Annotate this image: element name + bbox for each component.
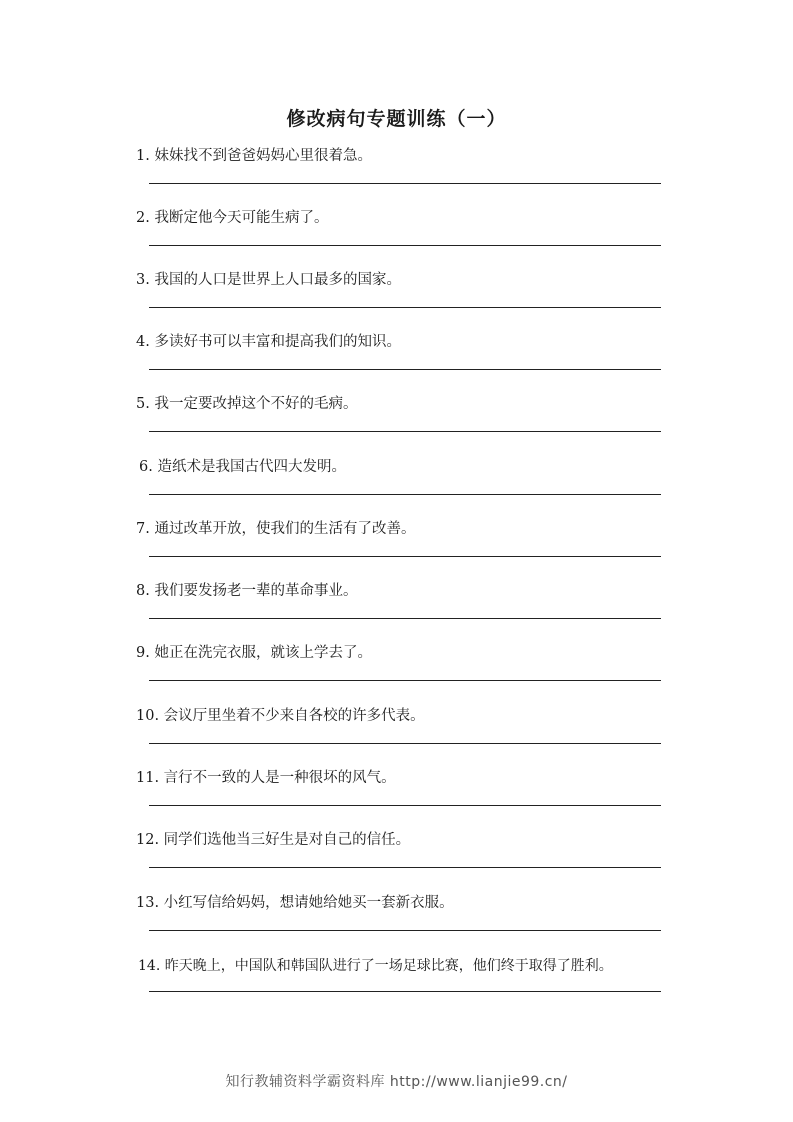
question-item-11 (0, 768, 793, 830)
answer-line[interactable] (149, 743, 661, 744)
answer-line[interactable] (149, 494, 661, 495)
question-text: 4. 多读好书可以丰富和提高我们的知识。 (136, 334, 401, 350)
answer-line[interactable] (149, 680, 661, 681)
page-title: 修改病句专题训练（一） (286, 108, 507, 130)
question-item-10 (0, 706, 793, 768)
answer-line[interactable] (149, 431, 661, 432)
answer-line[interactable] (149, 991, 661, 992)
question-text: 6. 造纸术是我国古代四大发明。 (139, 459, 346, 475)
question-item-12 (0, 830, 793, 892)
question-text: 11. 言行不一致的人是一种很坏的风气。 (136, 770, 396, 786)
answer-line[interactable] (149, 805, 661, 806)
question-text: 14. 昨天晚上，中国队和韩国队进行了一场足球比赛，他们终于取得了胜利。 (138, 958, 613, 974)
question-item-14 (0, 956, 793, 1018)
answer-line[interactable] (149, 183, 661, 184)
question-text: 8. 我们要发扬老一辈的革命事业。 (136, 583, 358, 599)
question-item-4 (0, 332, 793, 394)
question-text: 5. 我一定要改掉这个不好的毛病。 (136, 396, 358, 412)
answer-line[interactable] (149, 307, 661, 308)
question-item-1 (0, 146, 793, 208)
question-text: 3. 我国的人口是世界上人口最多的国家。 (136, 272, 401, 288)
question-item-7 (0, 519, 793, 581)
question-text: 2. 我断定他今天可能生病了。 (136, 210, 329, 226)
question-text: 13. 小红写信给妈妈，想请她给她买一套新衣服。 (136, 895, 454, 911)
question-item-6 (0, 457, 793, 519)
question-text: 1. 妹妹找不到爸爸妈妈心里很着急。 (136, 148, 372, 164)
footer-watermark: 知行教辅资料学霸资料库 http://www.lianjie99.cn/ (225, 1074, 568, 1090)
answer-line[interactable] (149, 930, 661, 931)
question-item-5 (0, 394, 793, 456)
question-item-3 (0, 270, 793, 332)
question-item-2 (0, 208, 793, 270)
answer-line[interactable] (149, 556, 661, 557)
question-text: 7. 通过改革开放，使我们的生活有了改善。 (136, 521, 416, 537)
question-item-13 (0, 893, 793, 955)
question-item-9 (0, 643, 793, 705)
question-item-8 (0, 581, 793, 643)
question-text: 9. 她正在洗完衣服，就该上学去了。 (136, 645, 372, 661)
answer-line[interactable] (149, 369, 661, 370)
answer-line[interactable] (149, 245, 661, 246)
answer-line[interactable] (149, 867, 661, 868)
question-text: 10. 会议厅里坐着不少来自各校的许多代表。 (136, 708, 425, 724)
question-text: 12. 同学们选他当三好生是对自己的信任。 (136, 832, 411, 848)
answer-line[interactable] (149, 618, 661, 619)
